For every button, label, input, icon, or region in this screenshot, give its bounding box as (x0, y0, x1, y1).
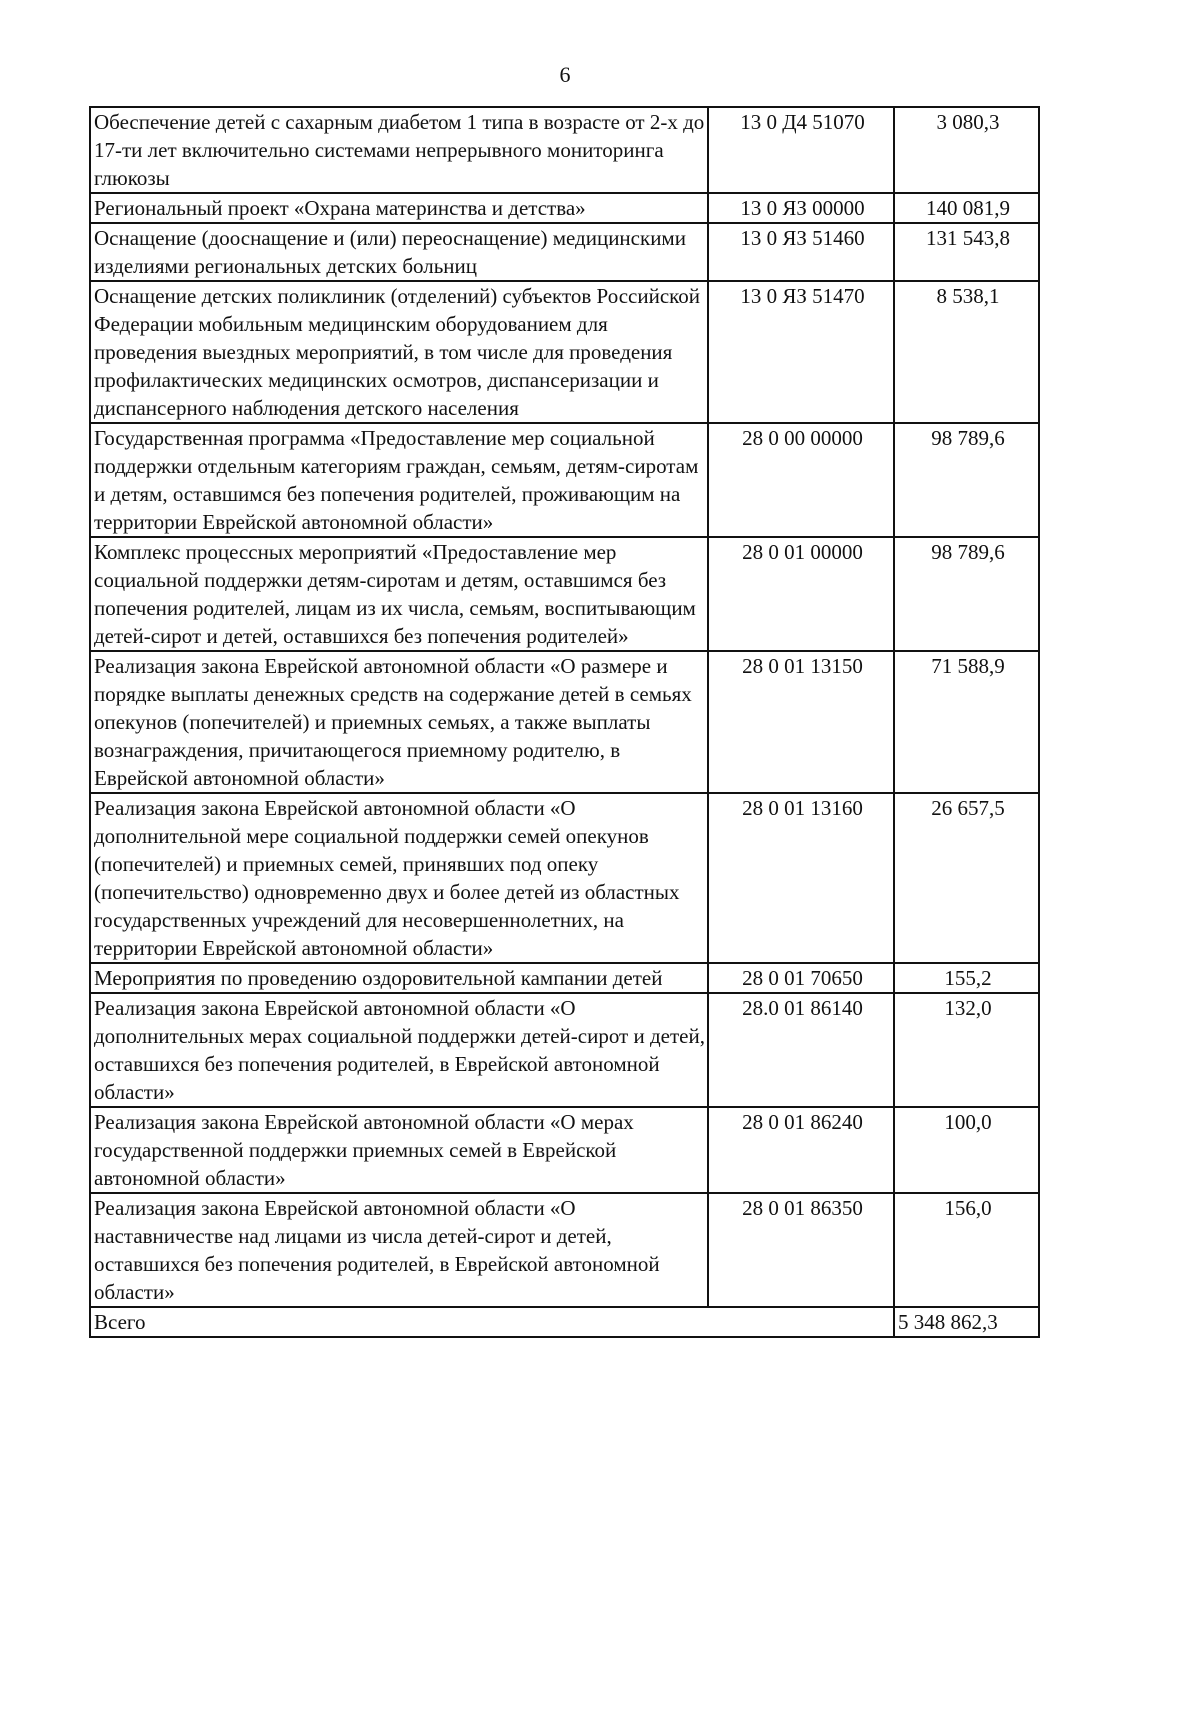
row-code: 28 0 00 00000 (708, 423, 894, 537)
row-code: 13 0 Д4 51070 (708, 107, 894, 193)
row-amount: 3 080,3 (894, 107, 1039, 193)
row-amount: 140 081,9 (894, 193, 1039, 223)
table-body (90, 107, 1039, 1337)
row-name: Комплекс процессных мероприятий «Предоставление мер социальной поддержки детям-сиротам и детям, оставшимся без попечения родителей, лицам из их числа, семьям, воспитывающим детей-сирот и детей, оставшихся без попечения родителей» (90, 537, 708, 651)
total-label: Всего (90, 1307, 894, 1337)
table-row (90, 281, 1039, 423)
table-row (90, 537, 1039, 651)
row-name: Реализация закона Еврейской автономной области «О размере и порядке выплаты денежных средств на содержание детей в семьях опекунов (попечителей) и приемных семьях, а также выплаты вознаграждения, причитающегося приемному родителю, в Еврейской автономной области» (90, 651, 708, 793)
table-row (90, 423, 1039, 537)
table-row (90, 793, 1039, 963)
row-amount: 131 543,8 (894, 223, 1039, 281)
row-code: 13 0 ЯЗ 51460 (708, 223, 894, 281)
table-row (90, 993, 1039, 1107)
total-row (90, 1307, 1039, 1337)
row-name: Оснащение (дооснащение и (или) переоснащение) медицинскими изделиями региональных детских больниц (90, 223, 708, 281)
row-code: 28 0 01 70650 (708, 963, 894, 993)
row-name: Реализация закона Еврейской автономной области «О наставничестве над лицами из числа детей-сирот и детей, оставшихся без попечения родителей, в Еврейской автономной области» (90, 1193, 708, 1307)
row-amount: 98 789,6 (894, 423, 1039, 537)
budget-table (89, 106, 1040, 1338)
row-amount: 100,0 (894, 1107, 1039, 1193)
total-amount: 5 348 862,3 (894, 1307, 1039, 1337)
row-name: Реализация закона Еврейской автономной области «О дополнительных мерах социальной поддержки детей-сирот и детей, оставшихся без попечения родителей, в Еврейской автономной области» (90, 993, 708, 1107)
row-code: 13 0 ЯЗ 51470 (708, 281, 894, 423)
row-name: Реализация закона Еврейской автономной области «О дополнительной мере социальной поддержки семей опекунов (попечителей) и приемных семей, принявших под опеку (попечительство) одновременно двух и более детей из областных государственных учреждений для несовершеннолетних, на территории Еврейской автономной области» (90, 793, 708, 963)
row-name: Государственная программа «Предоставление мер социальной поддержки отдельным категориям граждан, семьям, детям-сиротам и детям, оставшимся без попечения родителей, проживающим на территории Еврейской автономной области» (90, 423, 708, 537)
row-amount: 71 588,9 (894, 651, 1039, 793)
row-name: Мероприятия по проведению оздоровительной кампании детей (90, 963, 708, 993)
row-code: 28 0 01 13160 (708, 793, 894, 963)
row-code: 28 0 01 86240 (708, 1107, 894, 1193)
row-name: Оснащение детских поликлиник (отделений) субъектов Российской Федерации мобильным медицинским оборудованием для проведения выездных мероприятий, в том числе для проведения профилактических медицинских осмотров, диспансеризации и диспансерного наблюдения детского населения (90, 281, 708, 423)
row-code: 28 0 01 00000 (708, 537, 894, 651)
table-row (90, 223, 1039, 281)
table-row (90, 1107, 1039, 1193)
row-amount: 26 657,5 (894, 793, 1039, 963)
row-amount: 8 538,1 (894, 281, 1039, 423)
row-name: Реализация закона Еврейской автономной области «О мерах государственной поддержки приемных семей в Еврейской автономной области» (90, 1107, 708, 1193)
row-name: Региональный проект «Охрана материнства и детства» (90, 193, 708, 223)
table-row (90, 963, 1039, 993)
table-row (90, 1193, 1039, 1307)
table-row (90, 193, 1039, 223)
page-number: 6 (559, 62, 571, 87)
row-code: 28 0 01 86350 (708, 1193, 894, 1307)
row-amount: 98 789,6 (894, 537, 1039, 651)
row-amount: 156,0 (894, 1193, 1039, 1307)
row-code: 13 0 ЯЗ 00000 (708, 193, 894, 223)
row-name: Обеспечение детей с сахарным диабетом 1 типа в возрасте от 2-х до 17-ти лет включительно системами непрерывного мониторинга глюкозы (90, 107, 708, 193)
row-amount: 132,0 (894, 993, 1039, 1107)
table-row (90, 107, 1039, 193)
row-code: 28 0 01 13150 (708, 651, 894, 793)
row-code: 28.0 01 86140 (708, 993, 894, 1107)
table-row (90, 651, 1039, 793)
row-amount: 155,2 (894, 963, 1039, 993)
